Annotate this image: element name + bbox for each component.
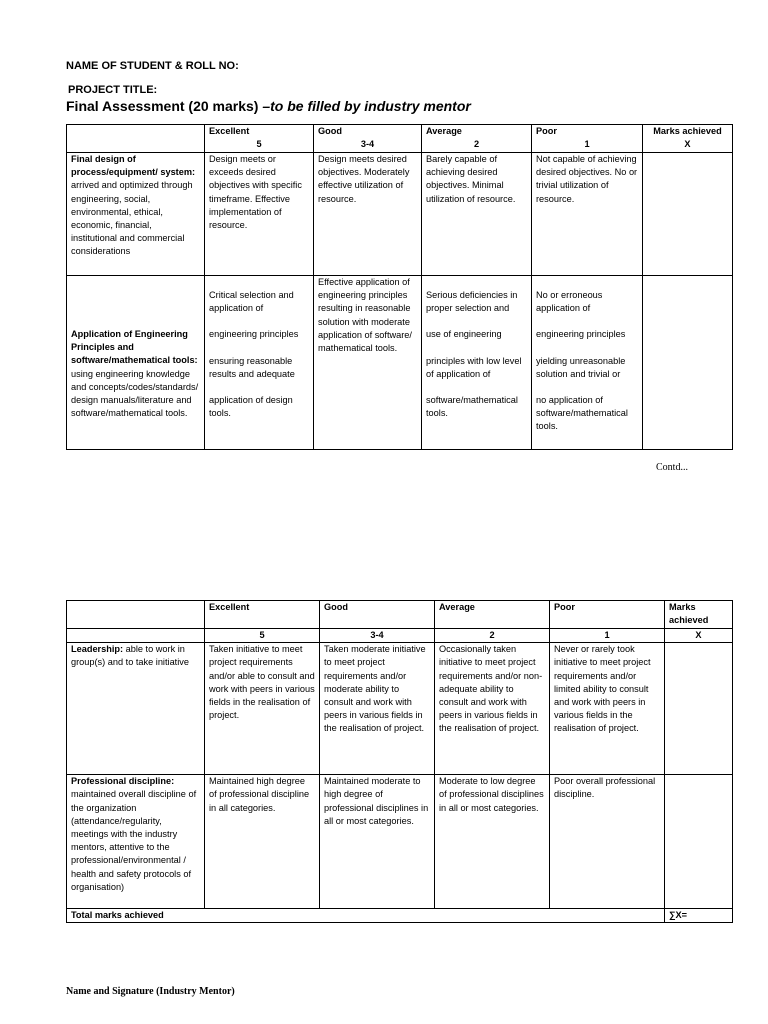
cell-average: Occasionally taken initiative to meet project requirements and/or non-adequate ability to consult and work with peers in various fields in the realisation of project. [435, 643, 550, 775]
criterion-title: Professional discipline: [71, 776, 175, 787]
marks-label: Marks achieved [653, 126, 722, 136]
score-average: 2 [435, 629, 550, 643]
table-row [67, 153, 733, 276]
marks-symbol: X [684, 139, 691, 150]
criterion-desc: able to work in group(s) and to take initiative [71, 644, 189, 668]
cell-line: principles with low level of application of [426, 355, 522, 379]
criterion-application [67, 276, 205, 450]
marks-cell[interactable] [643, 153, 733, 276]
cell-average: Barely capable of achieving desired objectives. Minimal utilization of resource. [422, 153, 532, 276]
col-header-good [314, 125, 422, 153]
criterion-desc: using engineering knowledge and concepts/codes/standards/ design manuals/literature and software/mathematical tools. [71, 368, 199, 419]
col-score: 2 [473, 139, 480, 150]
table-row [67, 775, 733, 909]
cell-line: use of engineering [426, 329, 502, 340]
criterion-leadership [67, 643, 205, 775]
mentor-signature-label: Name and Signature (Industry Mentor) [66, 986, 235, 997]
cell-line: Critical selection and application of [209, 290, 294, 314]
cell-good: Effective application of engineering principles resulting in reasonable solution with moderate application of software/ mathematical tools. [314, 276, 422, 450]
cell-poor: Never or rarely took initiative to meet project requirements and/or limited ability to consult and work with peers in various fields in the realisation of project. [550, 643, 665, 775]
col-header-poor [532, 125, 643, 153]
student-name-roll-label: NAME OF STUDENT & ROLL NO: [66, 60, 239, 72]
col-header-average: Average [435, 601, 550, 629]
cell-excellent: Taken initiative to meet project requirements and/or able to consult and work with peers in various fields in the realisation of project. [205, 643, 320, 775]
cell-poor [532, 276, 643, 450]
total-value[interactable]: ∑X= [665, 909, 733, 923]
total-label: Total marks achieved [67, 909, 665, 923]
cell-line: No or erroneous application of [536, 290, 603, 314]
col-score: 1 [584, 139, 590, 150]
assessment-subtitle: –to be filled by industry mentor [262, 98, 471, 114]
contd-label: Contd... [656, 462, 688, 473]
col-score: 3-4 [360, 139, 375, 150]
rubric-table-1 [66, 124, 733, 450]
cell-excellent: Design meets or exceeds desired objectives with specific timeframe. Effective implementation of resource. [205, 153, 314, 276]
col-label: Good [318, 126, 342, 136]
col-header-excellent [205, 125, 314, 153]
marks-cell[interactable] [665, 643, 733, 775]
cell-poor: Poor overall professional discipline. [550, 775, 665, 909]
criterion-header-cell [67, 125, 205, 153]
cell-average: Moderate to low degree of professional disciplines in all or most categories. [435, 775, 550, 909]
col-score: 5 [256, 139, 262, 150]
cell-excellent [205, 276, 314, 450]
col-label: Excellent [209, 126, 250, 136]
col-header-poor: Poor [550, 601, 665, 629]
marks-cell[interactable] [643, 276, 733, 450]
col-label: Average [426, 126, 462, 136]
cell-line: application of design tools. [209, 395, 293, 419]
cell-excellent: Maintained high degree of professional discipline in all categories. [205, 775, 320, 909]
table-row [67, 643, 733, 775]
criterion-final-design [67, 153, 205, 276]
criterion-title: Final design of process/equipment/ system: [71, 154, 196, 178]
marks-symbol: X [665, 629, 733, 643]
score-poor: 1 [550, 629, 665, 643]
criterion-desc: maintained overall discipline of the organization (attendance/regularity, meetings with the industry mentors, attentive to the professional/environmental / health and safety protocols of organisation) [71, 789, 197, 892]
cell-average [422, 276, 532, 450]
assessment-title [66, 98, 471, 114]
criterion-professional-discipline [67, 775, 205, 909]
header-row [67, 601, 733, 629]
cell-line: engineering principles [209, 329, 299, 340]
criterion-title: Application of Engineering Principles and software/mathematical tools: [71, 329, 198, 366]
marks-cell[interactable] [665, 775, 733, 909]
criterion-title: Leadership: [71, 644, 124, 655]
cell-poor: Not capable of achieving desired objectives. No or trivial utilization of resource. [532, 153, 643, 276]
cell-line: Serious deficiencies in proper selection and [426, 290, 518, 314]
cell-line: ensuring reasonable results and adequate [209, 355, 295, 379]
score-excellent: 5 [205, 629, 320, 643]
score-good: 3-4 [320, 629, 435, 643]
assessment-title-text: Final Assessment (20 marks) [66, 98, 259, 114]
col-header-marks [643, 125, 733, 153]
cell-good: Taken moderate initiative to meet project requirements and/or moderate ability to consult and work with peers in various fields in the realisation of project. [320, 643, 435, 775]
col-header-good: Good [320, 601, 435, 629]
col-header-average [422, 125, 532, 153]
score-row-label-cell [67, 629, 205, 643]
cell-line: no application of software/mathematical tools. [536, 395, 628, 432]
cell-line: engineering principles [536, 329, 626, 340]
table-row [67, 276, 733, 450]
total-row [67, 909, 733, 923]
header-row [67, 125, 733, 153]
score-row [67, 629, 733, 643]
cell-line: yielding unreasonable solution and trivial or [536, 355, 626, 379]
cell-good: Maintained moderate to high degree of professional disciplines in all or most categories. [320, 775, 435, 909]
criterion-header-cell [67, 601, 205, 629]
cell-line: software/mathematical tools. [426, 395, 518, 419]
criterion-desc: arrived and optimized through engineering, social, environmental, ethical, economic, financial, institutional and commercial considerations [71, 180, 193, 257]
col-label: Poor [536, 126, 557, 136]
col-header-excellent: Excellent [205, 601, 320, 629]
project-title-label: PROJECT TITLE: [68, 84, 158, 96]
col-header-marks: Marks achieved [665, 601, 733, 629]
rubric-table-2 [66, 600, 733, 923]
cell-good: Design meets desired objectives. Moderately effective utilization of resource. [314, 153, 422, 276]
